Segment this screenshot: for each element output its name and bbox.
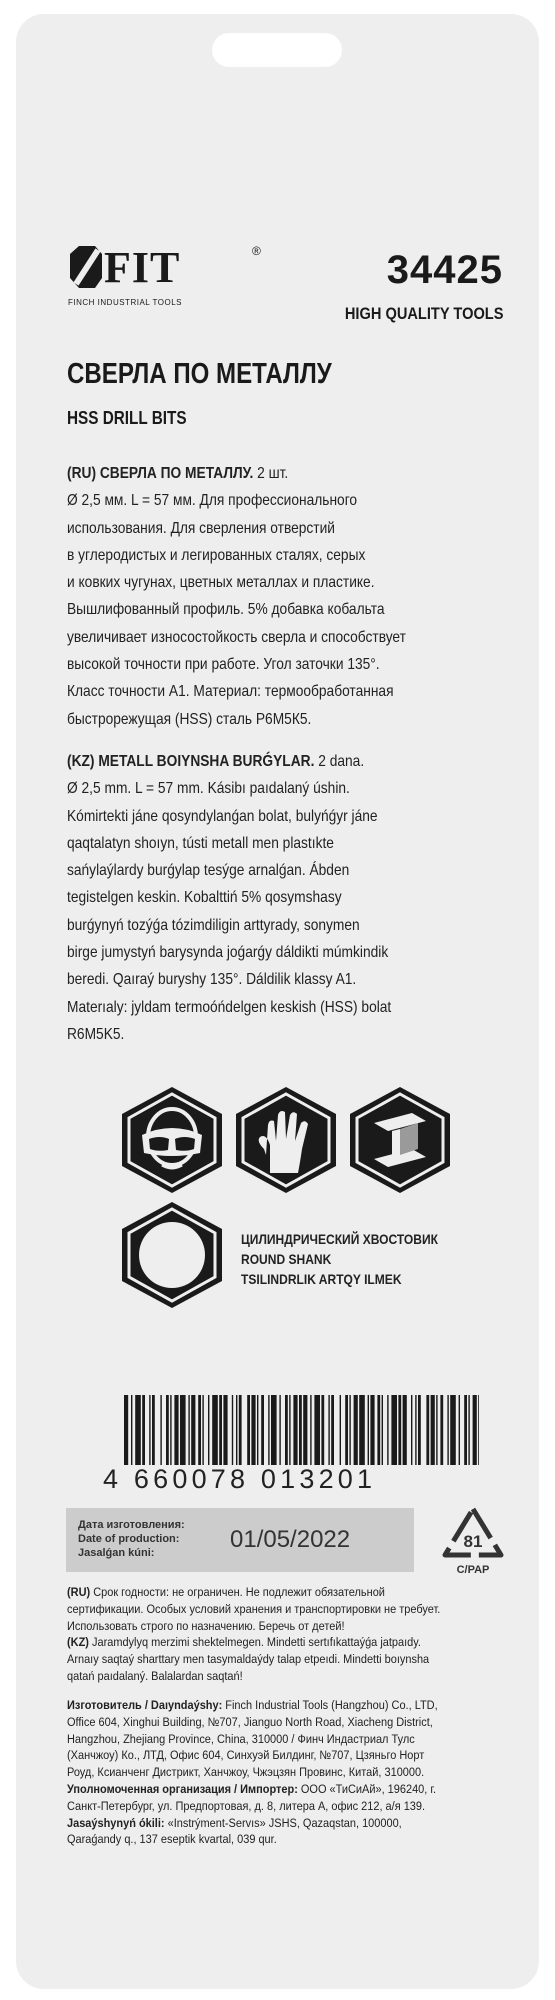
barcode-bar [261, 1395, 264, 1465]
barcode-bar [152, 1395, 155, 1465]
storage-info [67, 1584, 482, 1685]
barcode-bar [279, 1395, 280, 1465]
barcode-bar [174, 1395, 178, 1465]
barcode-bar [440, 1395, 443, 1465]
barcode-bar [170, 1395, 171, 1465]
barcode-bar [391, 1395, 397, 1465]
kz-line: 2 dana. [314, 753, 365, 770]
kz-line: Ø 2,5 mm. L = 57 mm. Kásibı paıdalaný úshin. [67, 780, 350, 798]
ru-line: Ø 2,5 мм. L = 57 мм. Для профессионального [67, 492, 358, 510]
ru-line: Вышлифованный профиль. 5% добавка кобальта [67, 601, 385, 619]
barcode-bar [403, 1395, 407, 1465]
barcode-bar [303, 1395, 307, 1465]
barcode-bar [377, 1395, 380, 1465]
barcode-bar [464, 1395, 467, 1465]
barcode-bar [124, 1395, 128, 1465]
importer-line: Санкт-Петербург, ул. Предпортовая, д. 8, литера А, офис 212, а/я 139. [67, 1798, 426, 1813]
representative-line: «Instrýment-Servıs» JSHS, Qazaqstan, 100000, [164, 1815, 402, 1830]
date-label-ru: Дата изготовления: [78, 1519, 185, 1531]
production-date-labels [78, 1518, 185, 1560]
barcode-bar [473, 1395, 477, 1465]
kz-line: R6M5K5. [67, 1025, 125, 1043]
barcode-bar [160, 1395, 161, 1465]
date-label-en: Date of production: [78, 1533, 180, 1545]
registered-mark: ® [252, 244, 261, 258]
barcode-bar [198, 1395, 201, 1465]
barcode-bar [239, 1395, 242, 1465]
barcode-bar [468, 1395, 469, 1465]
barcode-bar [191, 1395, 195, 1465]
importer-line: ООО «ТиСиАй», 196240, г. [297, 1781, 437, 1796]
ru-line: и ковких чугунах, цветных металлах и пластике. [67, 574, 375, 592]
quality-slogan: HIGH QUALITY TOOLS [344, 304, 503, 323]
product-subtitle: HSS DRILL BITS [67, 408, 187, 428]
ru-line: Класс точности А1. Материал: термообработанная [67, 683, 394, 701]
production-date-box [66, 1508, 414, 1572]
manufacturer-info [67, 1697, 479, 1848]
barcode-bar [293, 1395, 297, 1465]
barcode-bar [142, 1395, 145, 1465]
safety-goggles-icon [118, 1085, 226, 1195]
barcode-bar [310, 1395, 311, 1465]
importer-label: Уполномоченная организация / Импортер: [67, 1781, 298, 1796]
brand-tagline: FINCH INDUSTRIAL TOOLS [68, 298, 182, 307]
barcode-bar [180, 1395, 186, 1465]
barcode-bar [447, 1395, 448, 1465]
storage-ru-line: Срок годности: не ограничен. Не подлежит обязательной [90, 1585, 385, 1599]
barcode-bar [271, 1395, 277, 1465]
kz-line: sańylaýlardy burǵylap tesýge arnalǵan. Ábden [67, 862, 350, 880]
barcode-bar [285, 1395, 288, 1465]
brand-name: FIT [104, 243, 181, 292]
manufacturer-label: Изготовитель / Daıyndaýshy: [67, 1698, 223, 1712]
barcode-bar [321, 1395, 324, 1465]
metal-beam-icon [346, 1085, 454, 1195]
barcode-bar [257, 1395, 258, 1465]
kz-line: Kómirtekti jáne qosyndylanǵan bolat, bulyńǵyr jáne [67, 807, 378, 825]
description-ru [67, 460, 461, 733]
brand-logo [68, 240, 268, 320]
ru-line: в углеродистых и легированных сталях, серых [67, 546, 366, 564]
storage-kz-line: Jaramdylyq merzimi shektelmegen. Mindetti sertıfıkattaýǵa jatpaıdy. [88, 1635, 421, 1650]
barcode-bar [398, 1395, 401, 1465]
manufacturer-line: Hangzhou, Zhejiang Province, China, 310000 / Финч Индастриал Тулс [67, 1731, 415, 1746]
barcode-bar [131, 1395, 132, 1465]
recycle-label: C/PAP [456, 1564, 490, 1576]
shank-kz: TSILINDRLIK ARTQY ILMEK [241, 1271, 402, 1287]
barcode-bar [450, 1395, 456, 1465]
barcode-bar [135, 1395, 141, 1465]
barcode-bar [354, 1395, 358, 1465]
barcode-bar [268, 1395, 269, 1465]
shank-en: ROUND SHANK [241, 1251, 332, 1267]
ru-line: быстрорежущая (HSS) сталь Р6М5К5. [67, 710, 312, 728]
storage-ru-tag: (RU) [67, 1585, 91, 1599]
kz-line: birge jumystyń barysynda joǵarǵy dáldikti múmkindik [67, 944, 389, 962]
barcode-bar [299, 1395, 302, 1465]
kz-line: burǵynyń tozýǵa tózimdiligin arttyrady, sonymen [67, 916, 360, 934]
description-kz [67, 748, 444, 1048]
barcode-digits: 4 660078 013201 [103, 1464, 377, 1494]
barcode-bar [382, 1395, 383, 1465]
recycle-number: 81 [463, 1532, 483, 1551]
barcode-bar [314, 1395, 320, 1465]
barcode-bar [459, 1395, 460, 1465]
ru-line: 2 шт. [253, 465, 289, 482]
barcode-bar [223, 1395, 227, 1465]
shank-ru: ЦИЛИНДРИЧЕСКИЙ ХВОСТОВИК [241, 1231, 439, 1247]
barcode-bar [202, 1395, 203, 1465]
barcode-bar [289, 1395, 290, 1465]
barcode-bar [436, 1395, 437, 1465]
manufacturer-line: (Ханчжоу) Ко., ЛТД, Офис 604, Синхуэй Билдинг, №707, Цзяньго Норт [67, 1748, 425, 1763]
ru-line: высокой точности при работе. Угол заточки 135°. [67, 656, 380, 674]
ru-heading: (RU) СВЕРЛА ПО МЕТАЛЛУ. [67, 465, 254, 482]
storage-ru-line: Использовать строго по назначению. Беречь от детей! [67, 1618, 345, 1633]
kz-line: beredi. Qaıraý buryshy 135°. Dáldilik klassy A1. [67, 971, 357, 989]
fit-octagon-icon [68, 244, 104, 292]
barcode-bar [232, 1395, 233, 1465]
hang-hole [212, 33, 342, 67]
barcode-bar [208, 1395, 209, 1465]
barcode-bar [345, 1395, 348, 1465]
kz-heading: (KZ) METALL BOIYNSHA BURǴYLAR. [67, 753, 315, 770]
storage-ru-line: сертификации. Особых условий хранения и транспортировки не требует. [67, 1601, 441, 1616]
representative-label: Jasaýshynyń ókili: [67, 1815, 165, 1830]
barcode-bar [431, 1395, 435, 1465]
barcode [124, 1395, 479, 1465]
representative-line: Qaraǵandy q., 137 eseptik kvartal, 039 qur. [67, 1832, 277, 1847]
barcode-bar [219, 1395, 222, 1465]
barcode-bar [426, 1395, 429, 1465]
storage-kz-line: Arnaıy saqtaý sharttary men tasymaldaýdy talap etpeıdi. Mindetti boıynsha [67, 1652, 430, 1667]
kz-line: tegistelgen keskin. Kobalttiń 5% qosymshasy [67, 889, 342, 907]
protective-glove-icon [232, 1085, 340, 1195]
barcode-bar [188, 1395, 189, 1465]
kz-line: Materıaly: jyldam termoóńdelgen keskish (HSS) bolat [67, 998, 392, 1016]
ru-line: использования. Для сверления отверстий [67, 519, 335, 537]
manufacturer-line: Роуд, Ксианченг Дистрикт, Ханчжоу, Чжэцзян Провинс, Китай, 310000. [67, 1765, 425, 1780]
product-code: 34425 [386, 248, 503, 292]
ru-line: увеличивает износостойкость сверла и способствует [67, 628, 406, 646]
barcode-bar [370, 1395, 374, 1465]
barcode-bar [478, 1395, 479, 1465]
barcode-bar [349, 1395, 350, 1465]
barcode-bar [368, 1395, 369, 1465]
barcode-bar [236, 1395, 237, 1465]
barcode-bar [418, 1395, 421, 1465]
shank-description [241, 1229, 470, 1289]
barcode-bar [387, 1395, 388, 1465]
barcode-bar [340, 1395, 341, 1465]
storage-kz-tag: (KZ) [67, 1635, 89, 1650]
barcode-bar [247, 1395, 250, 1465]
barcode-bar [331, 1395, 334, 1465]
barcode-bar [415, 1395, 416, 1465]
product-title: СВЕРЛА ПО МЕТАЛЛУ [67, 358, 332, 390]
storage-kz-line: qatań paıdalaný. Balalardan saqtań! [67, 1668, 243, 1683]
barcode-bar [411, 1395, 412, 1465]
barcode-bar [328, 1395, 329, 1465]
manufacturer-line: Office 604, Xinghui Building, №707, Jianguo North Road, Xiacheng District, [67, 1714, 433, 1729]
barcode-bar [359, 1395, 365, 1465]
manufacturer-line: Finch Industrial Tools (Hangzhou) Co., LTD, [222, 1698, 438, 1712]
recycle-triangle-icon [441, 1505, 505, 1561]
date-label-kz: Jasalǵan kúni: [78, 1547, 155, 1559]
barcode-bar [212, 1395, 218, 1465]
production-date: 01/05/2022 [230, 1526, 351, 1553]
kz-line: qaqtalatyn shoıyn, tústi metall men plastıkte [67, 834, 334, 852]
round-shank-icon [118, 1200, 226, 1310]
recycling-symbol [441, 1505, 505, 1579]
barcode-bar [251, 1395, 255, 1465]
barcode-bar [149, 1395, 150, 1465]
barcode-bar [166, 1395, 169, 1465]
